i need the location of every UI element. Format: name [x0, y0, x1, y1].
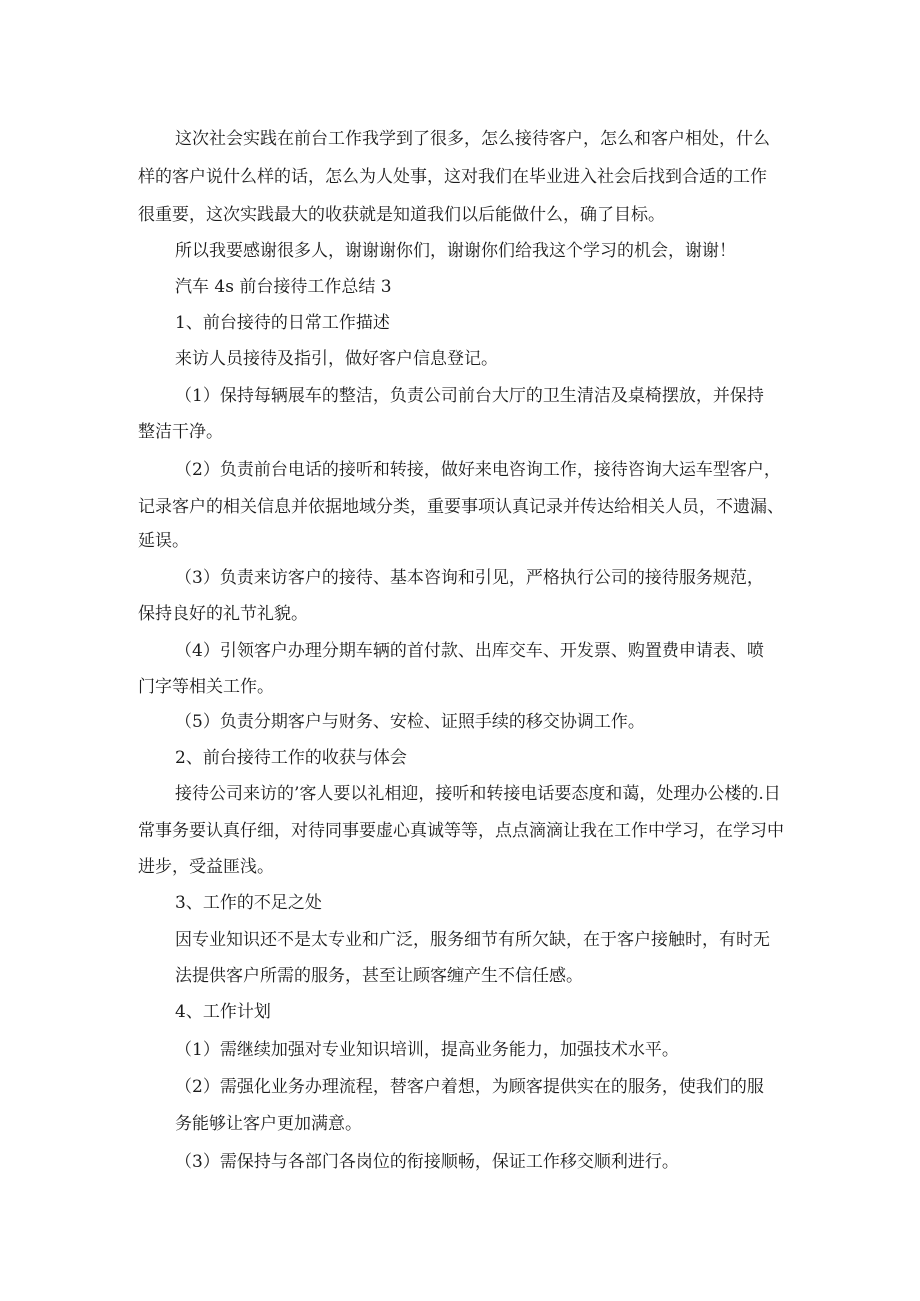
list-item-line: 整洁干净。 — [138, 422, 223, 442]
paragraph-line: 样的客户说什么样的话，怎么为人处事，这对我们在毕业进入社会后找到合适的工作 — [138, 167, 767, 187]
paragraph-line: 来访人员接待及指引，做好客户信息登记。 — [175, 349, 498, 369]
list-item-line: （1）保持每辆展车的整洁，负责公司前台大厅的卫生清洁及桌椅摆放，并保持 — [175, 386, 764, 406]
section-heading-2: 2、前台接待工作的收获与体会 — [175, 748, 407, 768]
list-item-line: 务能够让客户更加满意。 — [175, 1114, 362, 1134]
list-item-line: （5）负责分期客户与财务、安检、证照手续的移交协调工作。 — [175, 712, 645, 732]
section-heading-3: 3、工作的不足之处 — [175, 893, 322, 913]
paragraph-line: 常事务要认真仔细，对待同事要虚心真诚等等，点点滴滴让我在工作中学习，在学习中 — [138, 821, 784, 841]
paragraph-line: 进步，受益匪浅。 — [138, 857, 274, 877]
section-heading-4: 4、工作计划 — [175, 1002, 271, 1022]
section-title: 汽车 4s 前台接待工作总结 3 — [175, 277, 392, 297]
paragraph-line: 所以我要感谢很多人，谢谢谢你们，谢谢你们给我这个学习的机会，谢谢！ — [175, 241, 736, 261]
paragraph-line: 因专业知识还不是太专业和广泛，服务细节有所欠缺，在于客户接触时，有时无 — [175, 930, 770, 950]
paragraph-line: 很重要，这次实践最大的收获就是知道我们以后能做什么，确了目标。 — [138, 205, 665, 225]
list-item-line: （1）需继续加强对专业知识培训，提高业务能力，加强技术水平。 — [175, 1040, 679, 1060]
list-item-line: （3）负责来访客户的接待、基本咨询和引见，严格执行公司的接待服务规范， — [175, 568, 764, 588]
section-heading-1: 1、前台接待的日常工作描述 — [175, 313, 390, 333]
list-item-line: 保持良好的礼节礼貌。 — [138, 604, 308, 624]
list-item-line: （4）引领客户办理分期车辆的首付款、出库交车、开发票、购置费申请表、喷 — [175, 641, 764, 661]
list-item-line: （2）负责前台电话的接听和转接，做好来电咨询工作，接待咨询大运车型客户， — [175, 460, 781, 480]
paragraph-line: 法提供客户所需的服务，甚至让顾客缠产生不信任感。 — [175, 966, 583, 986]
list-item-line: 延误。 — [138, 531, 189, 551]
list-item-line: 门字等相关工作。 — [138, 677, 274, 697]
paragraph-line: 接待公司来访的’客人要以礼相迎，接听和转接电话要态度和蔼，处理办公楼的.日 — [175, 784, 781, 804]
list-item-line: 记录客户的相关信息并依据地域分类，重要事项认真记录并传达给相关人员，不遗漏、 — [138, 497, 784, 517]
list-item-line: （3）需保持与各部门各岗位的衔接顺畅，保证工作移交顺利进行。 — [175, 1152, 679, 1172]
paragraph-line: 这次社会实践在前台工作我学到了很多，怎么接待客户，怎么和客户相处，什么 — [175, 129, 770, 149]
list-item-line: （2）需强化业务办理流程，替客户着想，为顾客提供实在的服务，使我们的服 — [175, 1077, 764, 1097]
